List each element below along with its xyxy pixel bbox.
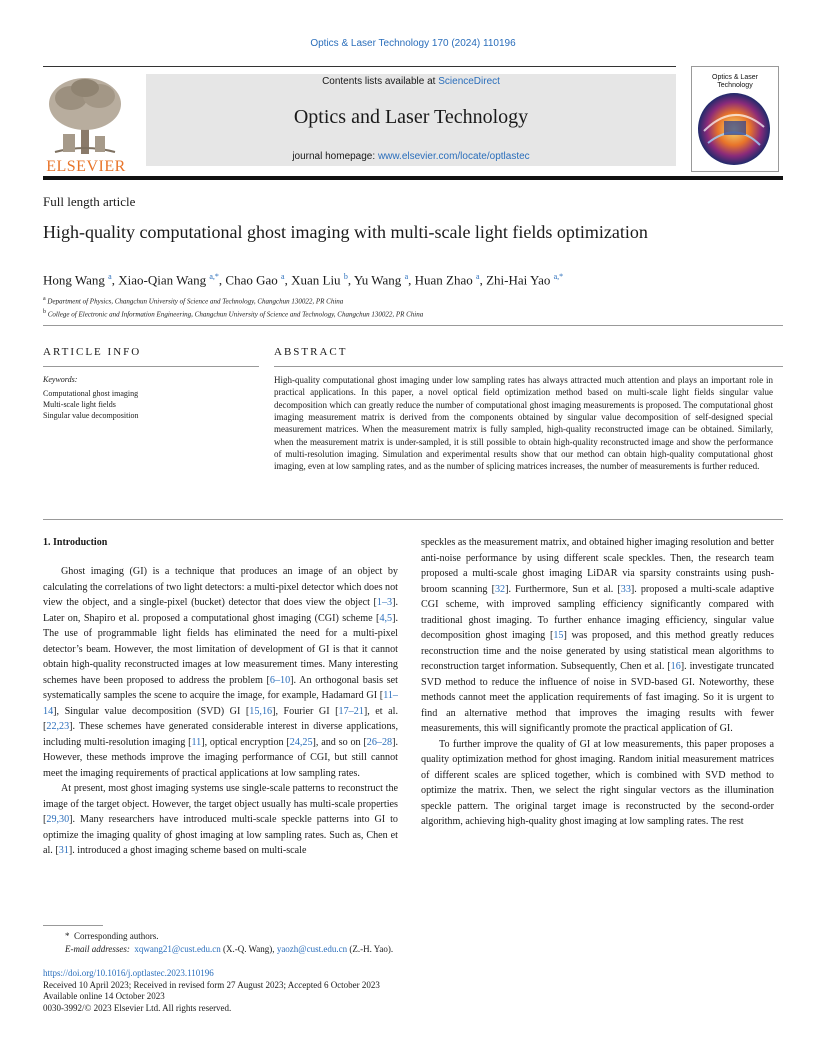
email-owner: (X.-Q. Wang), xyxy=(220,944,277,954)
citation-link[interactable]: 16 xyxy=(670,661,681,672)
citation-link[interactable]: 31 xyxy=(58,845,69,856)
journal-homepage-link[interactable]: www.elsevier.com/locate/optlastec xyxy=(377,151,530,162)
affiliation-rule xyxy=(43,325,783,326)
author-affiliation-marker[interactable]: a xyxy=(404,272,409,281)
body-column-left xyxy=(43,564,398,859)
citation-link[interactable]: 1–3 xyxy=(376,597,393,608)
author-name[interactable]: Chao Gao xyxy=(225,272,278,288)
article-info-heading: ARTICLE INFO xyxy=(43,346,142,358)
keyword-list xyxy=(43,388,139,421)
affiliation-text: College of Electronic and Information Engineering, Changchun University of Science and Technology, Changchun 130022, PR China xyxy=(47,310,424,319)
author-affiliation-marker[interactable]: a xyxy=(476,272,480,281)
body-paragraph: speckles as the measurement matrix, and obtained higher imaging resolution and better anti-noise performance by using different scale speckles. Then, the research team proposed a multi-scale ghost imaging LiDAR via sparsity constraints using push-broom scanning [32]. Furthermore, Sun et al. [33]. proposed a multi-scale adaptive CGI scheme, with improved sampling efficiency significantly compared with traditional ghost imaging. To further enhance imaging efficiency, singular value decomposition ghost imaging [15] was proposed, and this method greatly reduces reconstruction time and the noise generated by using statistical mean algorithms to reconstruction target information. Subsequently, Chen et al. [16]. investigate truncated SVD method to reduce the influence of noise in SVD-based GI. Noteworthy, these methods cannot meet the application requirements of fast imaging. So it is urgent to find an alternative method that improves the imaging results with fewer measurements, this will significantly promote the practical application of GI. xyxy=(421,537,774,734)
citation-link[interactable]: 11 xyxy=(191,736,202,748)
body-column-right xyxy=(421,535,774,830)
elsevier-wordmark: ELSEVIER xyxy=(46,158,126,175)
received-dates: Received 10 April 2023; Received in revised form 27 August 2023; Accepted 6 October 2023 xyxy=(43,979,380,990)
header-thick-rule xyxy=(43,176,783,180)
corresponding-line xyxy=(43,930,393,943)
publication-info xyxy=(43,968,380,1014)
citation-link[interactable]: 22,23 xyxy=(46,721,70,732)
email-line xyxy=(43,943,393,956)
journal-title: Optics and Laser Technology xyxy=(293,106,529,128)
citation-link[interactable]: 26–28 xyxy=(366,736,393,748)
copyright-line: 0030-3992/© 2023 Elsevier Ltd. All rights reserved. xyxy=(43,1002,232,1013)
author-name[interactable]: Yu Wang xyxy=(353,272,402,288)
citation-link[interactable]: 29,30 xyxy=(46,814,70,825)
email-owner: (Z.-H. Yao). xyxy=(347,944,394,954)
corresponding-text: Corresponding authors. xyxy=(74,931,159,941)
article-info-rule xyxy=(43,366,259,367)
header-top-rule xyxy=(43,66,676,67)
author-name[interactable]: Xuan Liu xyxy=(291,272,341,288)
homepage-prefix: journal homepage: xyxy=(292,151,378,162)
sciencedirect-link[interactable]: ScienceDirect xyxy=(438,76,500,87)
author-affiliation-marker[interactable]: a,* xyxy=(209,272,219,281)
keywords-label: Keywords: xyxy=(43,375,78,384)
author-affiliation-marker[interactable]: b xyxy=(343,272,348,281)
cover-artwork-icon xyxy=(694,91,774,167)
affiliation-b xyxy=(43,309,423,318)
contents-prefix: Contents lists available at xyxy=(322,76,439,87)
author-name[interactable]: Xiao-Qian Wang xyxy=(118,272,207,288)
doi-link[interactable]: https://doi.org/10.1016/j.optlastec.2023.110196 xyxy=(43,968,214,978)
author-affiliation-marker[interactable]: a xyxy=(108,272,112,281)
affiliation-a xyxy=(43,296,343,305)
corresponding-author-footnote xyxy=(43,930,393,956)
author-name[interactable]: Zhi-Hai Yao xyxy=(486,272,551,288)
abstract-bottom-rule xyxy=(43,519,783,520)
author-affiliation-marker[interactable]: a,* xyxy=(553,272,564,281)
keyword-item: Multi-scale light fields xyxy=(43,400,116,409)
journal-header xyxy=(43,66,783,174)
affiliation-marker: b xyxy=(43,309,46,315)
contents-line xyxy=(146,76,676,87)
citation-link[interactable]: 6–10 xyxy=(269,674,291,686)
citation-link[interactable]: 15 xyxy=(553,630,564,641)
author-list: Hong Wang $^a$, Xiao-Qian Wang $^{a,*}$, Chao Gao $^a$, Xuan Liu $^b$, Yu Wang $^a$, Huan Zhao $^a$, Zhi-Hai Yao $^{a,*}$ xyxy=(43,272,564,288)
author-name[interactable]: Hong Wang xyxy=(43,272,105,288)
abstract-rule xyxy=(274,366,783,367)
cover-title: Optics & Laser Technology xyxy=(712,74,758,89)
abstract-heading: ABSTRACT xyxy=(274,346,348,358)
journal-banner xyxy=(146,74,676,166)
citation-link[interactable]: 24,25 xyxy=(289,736,313,748)
author-name[interactable]: Huan Zhao xyxy=(414,272,473,288)
homepage-line xyxy=(146,151,676,162)
citation-link[interactable]: 32 xyxy=(494,583,506,595)
available-online: Available online 14 October 2023 xyxy=(43,991,165,1001)
author-affiliation-marker[interactable]: a xyxy=(281,272,285,281)
abstract-text: High-quality computational ghost imaging under low sampling rates has always attracted much attention and plays an important role in practical applications. In this paper, a novel optical field optimization method based on multi-scale light fields singular value decomposition which can greatly reduce the number of computational ghost imaging measurements is proposed. The computational ghost imaging measurement matrix is derived from the components obtained by singular value decomposition of self-designed special measurement matrices. When the measurement matrix is fully sampled, high-quality reconstructed image can be obtained. Similarly, when the measurement matrix is under-sampled, it is still possible to obtain high-quality reconstructed image and show the performance of multi-resolution imaging. Simulation and experimental results show that our method can obtain high-quality computational ghost imaging, even at low sampling rates, and as the number of splicing matrices increases, the number of measurements is further reduced. xyxy=(274,375,773,472)
footnote-rule xyxy=(43,925,103,926)
elsevier-logo xyxy=(43,74,129,174)
body-paragraph: Ghost imaging (GI) is a technique that produces an image of an object by calculating the correlations of two light detectors: a multi-pixel detector which does not view the object, and a single-pixel (bucket) detector that does view the object [1–3]. Later on, Shapiro et al. proposed a computational ghost imaging (CGI) scheme [4,5]. The use of programmable light fields has eliminated the need for a multi-pixel detector’s beam. However, the most limitation of development of GI is that it cannot obtain high-quality reconstructed images at low measurement times. Many interesting schemes have been proposed to address the problem [6–10]. An orthogonal basis set systematically samples the scene to acquire the image, for example, Hadamard GI [11–14], Singular value decomposition (SVD) GI [15,16], Fourier GI [17–21], et al. [22,23]. These schemes have generated considerable interest in diverse applications, including multi-resolution imaging [11], optical encryption [24,25], and so on [26–28]. However, these methods improve the imaging performance of CGI, but still cannot meet the imaging requirements of practical applications at low sampling rates. xyxy=(43,566,399,779)
article-title: High-quality computational ghost imaging with multi-scale light fields optimization xyxy=(43,222,648,242)
introduction-heading: 1. Introduction xyxy=(43,537,108,548)
body-paragraph: To further improve the quality of GI at low measurements, this paper proposes a quality optimization method for ghost imaging. Random initial measurement matrices of different scales are spliced together, which is combined with SVD method to optimize the matrix. Then, we select the right singular vectors as the illumination speckle pattern. The original target image is reconstructed by the second-order algorithm, achieving high-quality ghost imaging at low sampling rates. The rest xyxy=(421,738,774,827)
citation-link[interactable]: 11–14 xyxy=(43,690,398,717)
article-type: Full length article xyxy=(43,194,136,209)
journal-cover-thumbnail[interactable] xyxy=(691,66,779,172)
email-link-wang[interactable]: xqwang21@cust.edu.cn xyxy=(134,944,221,954)
citation-link[interactable]: 33 xyxy=(620,583,631,595)
asterisk-marker: * xyxy=(65,931,74,941)
citation-link[interactable]: 15,16 xyxy=(249,705,273,717)
email-label: E-mail addresses: xyxy=(65,944,130,954)
citation-link[interactable]: 17–21 xyxy=(338,705,364,717)
citation-link[interactable]: 4,5 xyxy=(379,612,393,624)
affiliation-text: Department of Physics, Changchun University of Science and Technology, Changchun 130022, PR China xyxy=(47,297,344,306)
journal-reference-link[interactable]: Optics & Laser Technology 170 (2024) 110196 xyxy=(310,38,516,49)
keyword-item: Computational ghost imaging xyxy=(43,389,139,398)
email-link-yao[interactable]: yaozh@cust.edu.cn xyxy=(276,944,348,954)
keyword-item: Singular value decomposition xyxy=(43,411,139,420)
affiliation-marker: a xyxy=(43,296,46,302)
body-paragraph: At present, most ghost imaging systems use single-scale patterns to reconstruct the image of the target object. However, the target object usually has multi-scale properties [29,30]. Many researchers have introduced multi-scale speckle patterns into GI to optimize the imaging quality of ghost imaging at low sampling rates. Such as, Chen et al. [31]. introduced a ghost imaging scheme based on multi-scale xyxy=(43,783,398,856)
